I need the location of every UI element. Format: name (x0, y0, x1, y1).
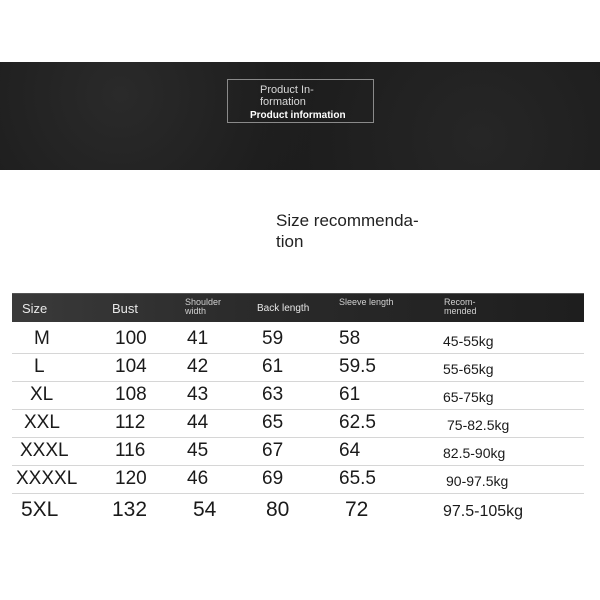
cell-size: XL (30, 384, 54, 405)
cell-shoulder: 41 (187, 328, 209, 349)
cell-recommended-weight: 82.5-90kg (443, 445, 506, 461)
cell-bust: 100 (115, 328, 147, 349)
cell-recommended-weight: 55-65kg (443, 361, 494, 377)
table-row (12, 465, 584, 494)
size-recommendation-title: Size recommenda-tion (276, 211, 419, 251)
cell-back-length: 63 (262, 384, 284, 405)
cell-bust: 120 (115, 468, 147, 489)
cell-back-length: 69 (262, 468, 284, 489)
cell-recommended-weight: 65-75kg (443, 389, 494, 405)
size-table-header (12, 293, 584, 322)
cell-back-length: 65 (262, 412, 284, 433)
cell-back-length: 80 (266, 498, 290, 521)
header-sleeve-length: Sleeve length (339, 297, 394, 307)
cell-shoulder: 43 (187, 384, 209, 405)
cell-sleeve-length: 59.5 (339, 356, 376, 377)
cell-size: M (34, 328, 50, 349)
table-row (12, 325, 584, 354)
cell-bust: 112 (115, 412, 146, 433)
cell-recommended-weight: 75-82.5kg (447, 417, 510, 433)
cell-size: XXXXL (16, 468, 78, 489)
cell-back-length: 59 (262, 328, 284, 349)
table-row (12, 493, 584, 521)
cell-sleeve-length: 61 (339, 384, 361, 405)
cell-size: XXL (24, 412, 60, 433)
cell-sleeve-length: 64 (339, 440, 361, 461)
cell-bust: 108 (115, 384, 147, 405)
cell-sleeve-length: 62.5 (339, 412, 376, 433)
cell-recommended-weight: 97.5-105kg (443, 503, 524, 520)
table-row (12, 353, 584, 382)
cell-size: L (34, 356, 45, 377)
cell-shoulder: 42 (187, 356, 209, 377)
cell-size: XXXL (20, 440, 69, 461)
cell-shoulder: 54 (193, 498, 217, 521)
table-row (12, 381, 584, 410)
table-row (12, 409, 584, 438)
cell-shoulder: 44 (187, 412, 209, 433)
cell-bust: 116 (115, 440, 146, 461)
product-info-banner (0, 62, 600, 170)
cell-size: 5XL (21, 498, 59, 521)
cell-shoulder: 46 (187, 468, 209, 489)
banner-subtitle: Product information (250, 110, 346, 121)
cell-sleeve-length: 58 (339, 328, 361, 349)
header-back-length: Back length (257, 303, 310, 314)
header-size: Size (22, 301, 48, 316)
cell-back-length: 67 (262, 440, 284, 461)
table-row (12, 437, 584, 466)
cell-sleeve-length: 72 (345, 498, 369, 521)
cell-sleeve-length: 65.5 (339, 468, 376, 489)
cell-bust: 132 (112, 498, 148, 521)
cell-shoulder: 45 (187, 440, 209, 461)
cell-back-length: 61 (262, 356, 284, 377)
cell-bust: 104 (115, 356, 147, 377)
cell-recommended-weight: 90-97.5kg (446, 473, 509, 489)
header-shoulder-width: Shoulder width (185, 297, 222, 316)
banner-frame (227, 79, 374, 123)
banner-title: Product In-formation (260, 84, 314, 108)
header-bust: Bust (112, 301, 139, 316)
header-recommended: Recom-mended (444, 297, 477, 316)
cell-recommended-weight: 45-55kg (443, 333, 494, 349)
